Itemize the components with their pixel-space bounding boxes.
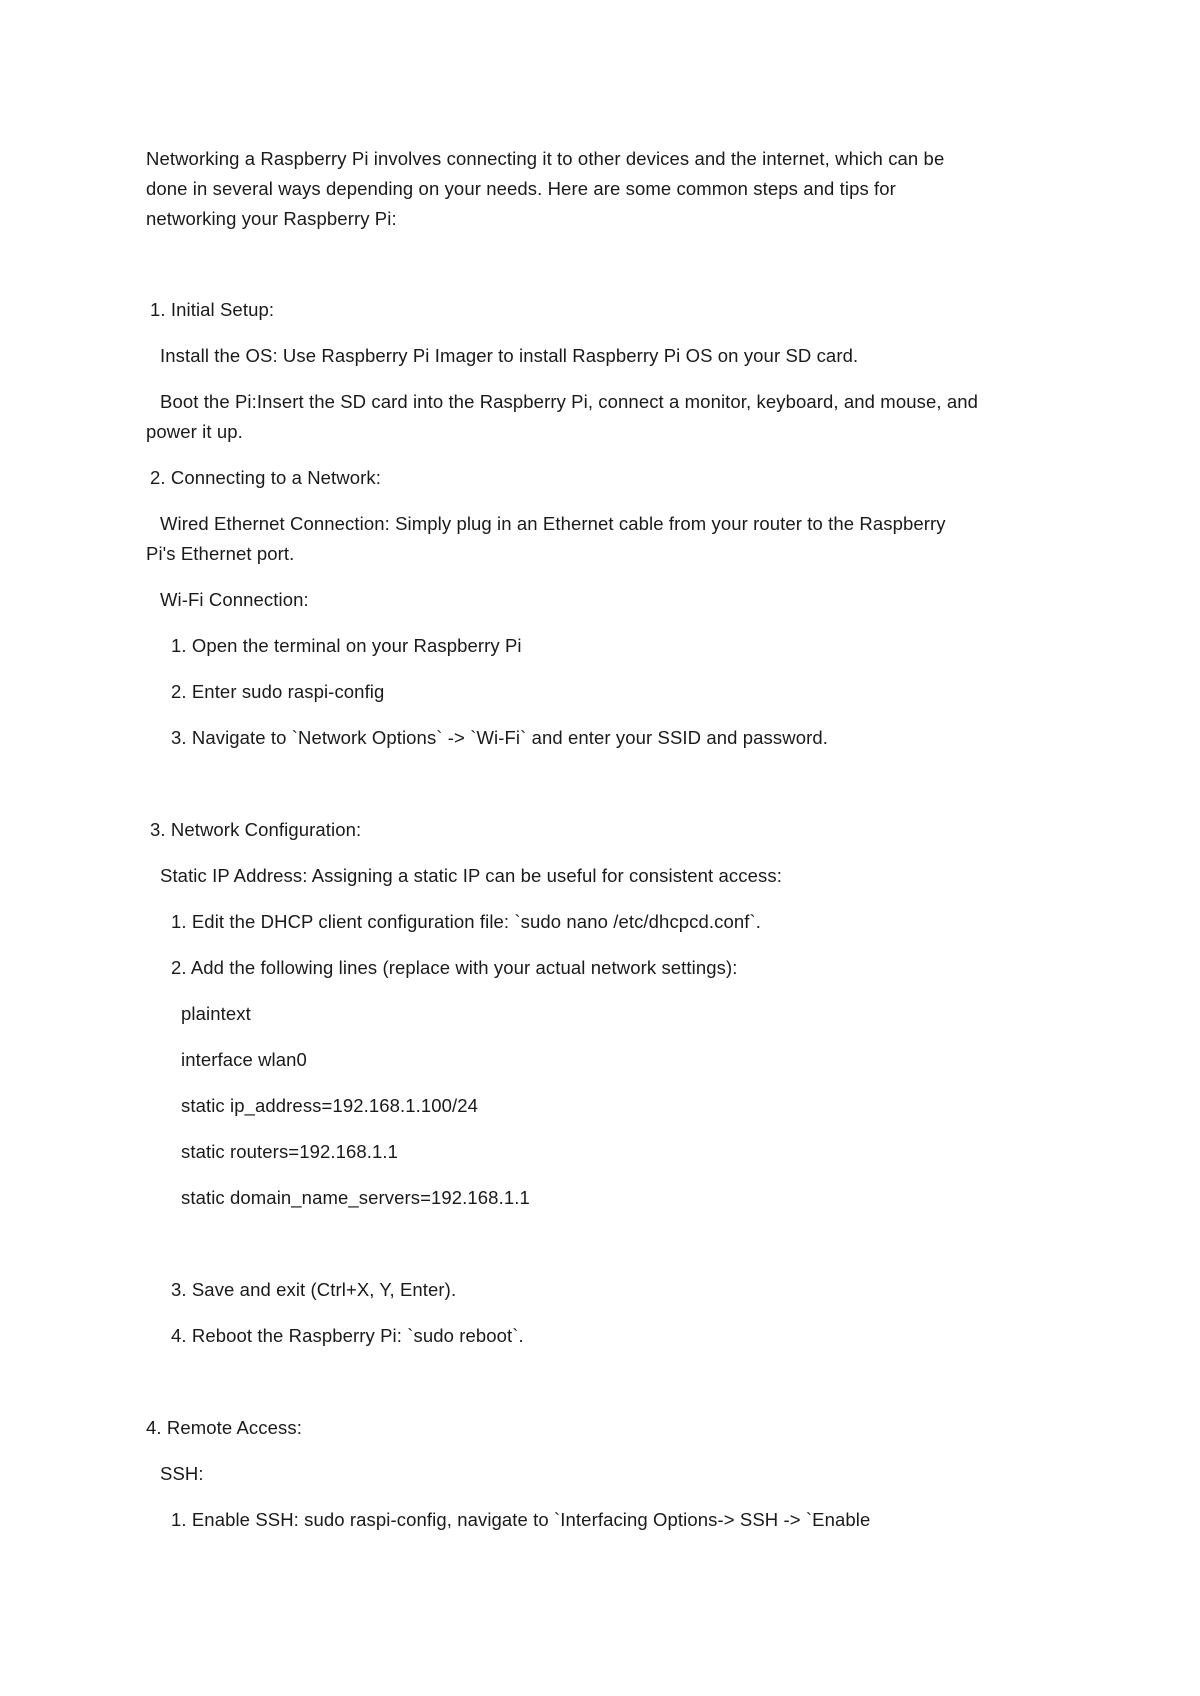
section-heading-network-config: 3. Network Configuration:	[150, 819, 362, 840]
wired-ethernet-line-2: Pi's Ethernet port.	[146, 543, 295, 564]
wifi-step-2: 2. Enter sudo raspi-config	[171, 681, 385, 702]
code-line-interface: interface wlan0	[181, 1049, 307, 1070]
intro-line-3: networking your Raspberry Pi:	[146, 208, 397, 229]
wifi-connection-heading: Wi-Fi Connection:	[160, 589, 309, 610]
wifi-step-3: 3. Navigate to `Network Options` -> `Wi-Fi` and enter your SSID and password.	[171, 727, 828, 748]
install-os-text: Install the OS: Use Raspberry Pi Imager to install Raspberry Pi OS on your SD card.	[160, 345, 859, 366]
static-ip-intro: Static IP Address: Assigning a static IP can be useful for consistent access:	[160, 865, 782, 886]
config-step-3: 3. Save and exit (Ctrl+X, Y, Enter).	[171, 1279, 457, 1300]
code-line-ip-address: static ip_address=192.168.1.100/24	[181, 1095, 479, 1116]
boot-pi-line-2: power it up.	[146, 421, 243, 442]
code-line-dns: static domain_name_servers=192.168.1.1	[181, 1187, 530, 1208]
section-heading-connecting: 2. Connecting to a Network:	[150, 467, 381, 488]
intro-line-2: done in several ways depending on your needs. Here are some common steps and tips for	[146, 178, 896, 199]
code-line-plaintext: plaintext	[181, 1003, 251, 1024]
config-step-2: 2. Add the following lines (replace with your actual network settings):	[171, 957, 738, 978]
config-step-4: 4. Reboot the Raspberry Pi: `sudo reboot`.	[171, 1325, 524, 1346]
boot-pi-line-1: Boot the Pi:Insert the SD card into the Raspberry Pi, connect a monitor, keyboard, and mouse, and	[160, 391, 978, 412]
code-line-routers: static routers=192.168.1.1	[181, 1141, 399, 1162]
wired-ethernet-line-1: Wired Ethernet Connection: Simply plug in an Ethernet cable from your router to the Raspberry	[160, 513, 946, 534]
intro-line-1: Networking a Raspberry Pi involves connecting it to other devices and the internet, which can be	[146, 148, 945, 169]
ssh-step-1: 1. Enable SSH: sudo raspi-config, navigate to `Interfacing Options-> SSH -> `Enable	[171, 1509, 871, 1530]
section-heading-initial-setup: 1. Initial Setup:	[150, 299, 275, 320]
section-heading-remote-access: 4. Remote Access:	[146, 1417, 302, 1438]
wifi-step-1: 1. Open the terminal on your Raspberry Pi	[171, 635, 522, 656]
config-step-1: 1. Edit the DHCP client configuration file: `sudo nano /etc/dhcpcd.conf`.	[171, 911, 762, 932]
ssh-heading: SSH:	[160, 1463, 204, 1484]
